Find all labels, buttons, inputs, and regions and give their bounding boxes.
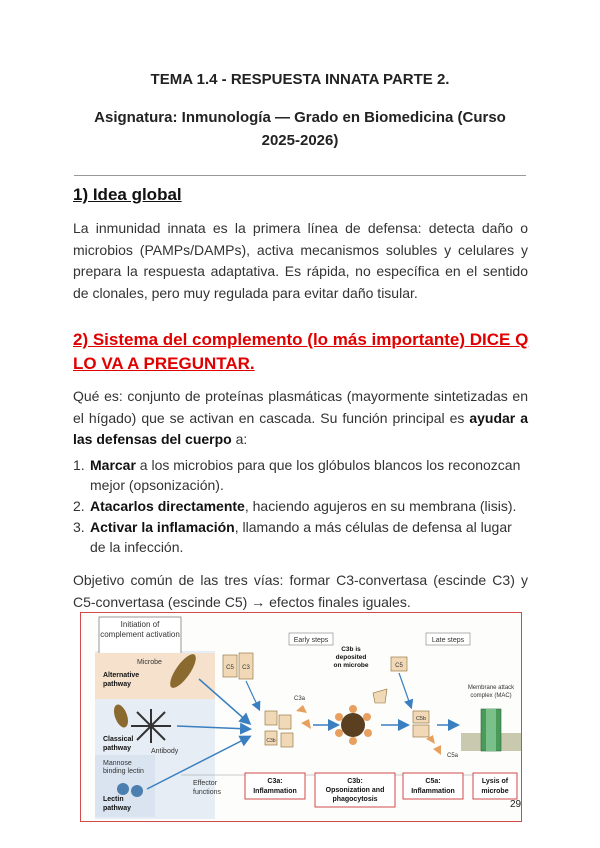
c5-fragment: [373, 689, 387, 703]
c3-label: C3: [242, 665, 250, 671]
arrow: [246, 681, 259, 709]
effector-box-c3a: [245, 773, 305, 799]
early-steps-label: Early steps: [293, 637, 329, 644]
late-steps-label: Late steps: [431, 637, 465, 644]
list-number: 2.: [73, 498, 85, 514]
intro-text-a: Qué es: conjunto de proteínas plasmáticas (mayormente sintetizadas en el hígado) que se activan en cascada. Su función principal es: [73, 388, 528, 426]
c3b-small-label: C3b: [266, 738, 276, 744]
box4-b: microbe: [481, 788, 509, 795]
effector-box-c5a: [403, 773, 463, 799]
c5b-block: [413, 725, 429, 737]
list-item-bold: Marcar: [90, 457, 136, 473]
alternative-label-1: Alternative: [103, 672, 140, 679]
c3b-deposited-2: deposited: [335, 654, 367, 661]
c3b-block: [265, 711, 277, 725]
box3-a: C5a:: [425, 778, 441, 785]
box1-a: C3a:: [267, 778, 283, 785]
list-item-text: , llamando a más células de defensa al lugar de la infección.: [90, 519, 512, 555]
list-item: [73, 455, 528, 495]
list-item: [73, 496, 528, 516]
list-item-text: a los microbios para que los glóbulos blancos los reconozcan mejor (opsonización).: [90, 457, 521, 493]
c5-label-2: C5: [395, 663, 403, 669]
mannose-label-1: Mannose: [103, 760, 132, 767]
c3b-deposited-1: C3b is: [341, 646, 361, 653]
section2-heading: 2) Sistema del complemento (lo más importante) DICE Q LO VA A PREGUNTAR.: [73, 330, 529, 373]
classical-label-1: Classical: [103, 736, 134, 743]
complement-pathways-figure: [80, 612, 522, 822]
effector-box-lysis: [473, 773, 517, 799]
c3a-fragment: [301, 719, 311, 729]
function-list: [73, 455, 528, 558]
coated-microbe-icon: [335, 705, 372, 745]
lectin-icon-2: [131, 785, 143, 797]
section1-heading: 1) Idea global: [73, 185, 182, 204]
list-item-bold: Activar la inflamación: [90, 519, 235, 535]
c3a-label: C3a: [294, 696, 306, 702]
intro-bold: ayudar a las defensas del cuerpo: [73, 409, 528, 447]
alternative-label-2: pathway: [103, 681, 132, 688]
intro-text-b: a:: [231, 431, 248, 447]
list-item: [73, 517, 528, 557]
objective-text: Objetivo común de las tres vías: formar C3-convertasa (escinde C3) y C5-convertasa (escinde C5) → efectos finales iguales.: [73, 572, 528, 610]
box2-c: phagocytosis: [332, 796, 378, 803]
c5-label: C5: [226, 665, 234, 671]
c5b-label: C5b: [415, 716, 427, 722]
box2-b: Opsonization and: [325, 787, 385, 794]
section2-intro: [73, 386, 528, 451]
list-item-text: , haciendo agujeros en su membrana (lisis).: [244, 498, 517, 514]
c3b-deposited-3: on microbe: [333, 662, 369, 669]
mac-pore-inner: [486, 709, 496, 751]
c3b-block: [281, 733, 293, 747]
list-number: 3.: [73, 519, 85, 535]
page-title: TEMA 1.4 - RESPUESTA INNATA PARTE 2.: [150, 71, 450, 88]
box1-b: Inflammation: [253, 788, 297, 795]
lectin-label-2: pathway: [103, 805, 132, 812]
divider: [74, 175, 526, 176]
effector-label-1: Effector: [193, 780, 217, 787]
effector-label-2: functions: [193, 789, 222, 796]
mannose-label-2: binding lectin: [103, 768, 144, 775]
section1-text: La inmunidad innata es la primera línea de defensa: detecta daño o microbios (PAMPs/DAMPs), activa mecanismos solubles y celulares y prepara la respuesta adaptativa. Es rápida, no específica en el sentido de clonales, pero muy regulada para evitar daño tisular.: [73, 220, 528, 301]
mac-label-1: Membrane attack: [467, 685, 515, 691]
antibody-label: Antibody: [151, 748, 179, 755]
c3b-block: [279, 715, 291, 729]
list-number: 1.: [73, 457, 85, 473]
box2-a: C3b:: [347, 778, 363, 785]
lectin-icon: [117, 783, 129, 795]
c5a-fragment: [433, 745, 441, 755]
box4-a: Lysis of: [481, 778, 509, 785]
page-subtitle: Asignatura: Inmunología — Grado en Biomedicina (Curso 2025-2026): [94, 109, 506, 149]
lectin-label-1: Lectin: [103, 796, 124, 803]
box3-b: Inflammation: [411, 788, 455, 795]
list-item-bold: Atacarlos directamente: [90, 498, 245, 514]
c3a-fragment: [296, 705, 307, 713]
mac-label-2: complex (MAC): [470, 693, 512, 699]
classical-label-2: pathway: [103, 745, 132, 752]
arrow: [399, 673, 411, 707]
initiation-label-2: complement activation: [100, 630, 180, 639]
c5a-label: C5a: [447, 753, 459, 759]
microbe-label: Microbe: [137, 659, 162, 666]
initiation-label-1: Initiation of: [120, 620, 160, 629]
page-number: 29: [510, 799, 522, 810]
